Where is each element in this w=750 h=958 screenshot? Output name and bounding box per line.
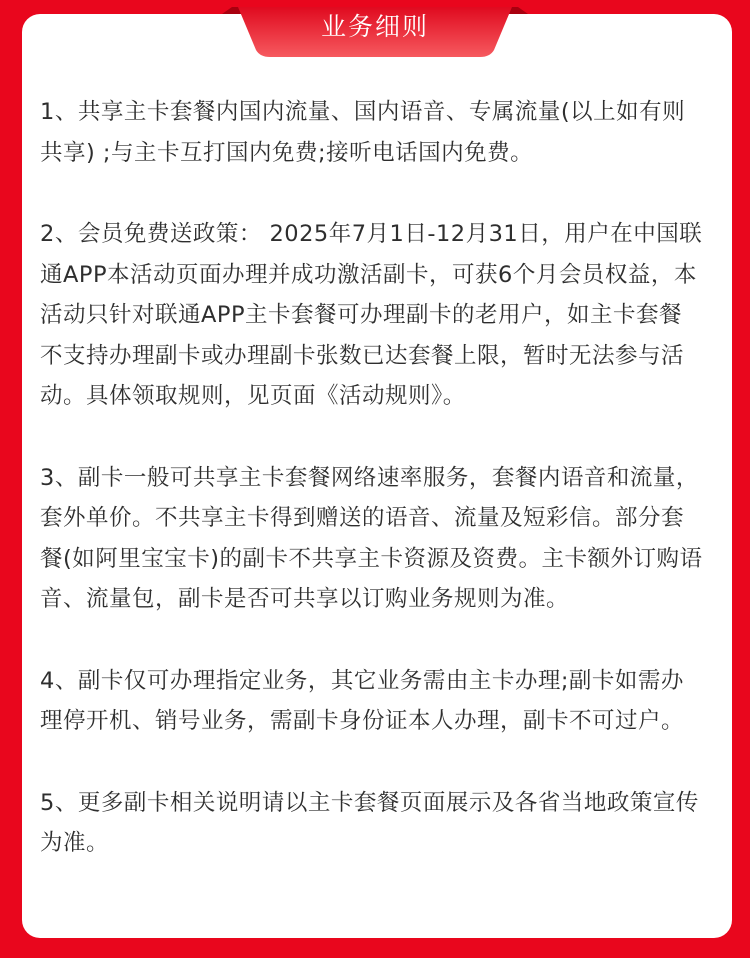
rule-2-line-3: 活动只针对联通APP主卡套餐可办理副卡的老用户，如主卡套餐	[40, 302, 683, 328]
rule-3-line-3: 餐(如阿里宝宝卡)的副卡不共享主卡资源及资费。主卡额外订购语	[40, 545, 703, 572]
rule-1-line-1: 1、共享主卡套餐内国内流量、国内语音、专属流量(以上如有则	[40, 99, 686, 125]
page-title: 业务细则	[320, 12, 429, 41]
rule-3-line-4: 音、流量包，副卡是否可共享以订购业务规则为准。	[40, 586, 570, 612]
rule-2-line-1: 2、会员免费送政策： 2025年7月1日-12月31日，用户在中国联	[40, 221, 703, 247]
rule-item-5	[40, 783, 720, 864]
rule-3-line-1: 3、副卡一般可共享主卡套餐网络速率服务，套餐内语音和流量，	[40, 464, 699, 491]
title-tab	[222, 0, 528, 58]
rule-4-line-1: 4、副卡仅可办理指定业务，其它业务需由主卡办理;副卡如需办	[40, 667, 684, 694]
rule-item-4	[40, 661, 720, 742]
rule-item-2	[40, 214, 720, 417]
rule-1-line-2: 共享) ;与主卡互打国内免费;接听电话国内免费。	[40, 139, 534, 166]
rule-item-1	[40, 92, 720, 173]
rules-list	[40, 92, 720, 905]
rule-2-line-2: 通APP本活动页面办理并成功激活副卡，可获6个月会员权益，本	[40, 261, 697, 288]
rule-3-line-2: 套外单价。不共享主卡得到赠送的语音、流量及短彩信。部分套	[40, 505, 685, 531]
rule-item-3	[40, 458, 720, 620]
rule-4-line-2: 理停开机、销号业务，需副卡身份证本人办理，副卡不可过户。	[40, 708, 685, 734]
rule-2-line-4: 不支持办理副卡或办理副卡张数已达套餐上限，暂时无法参与活	[40, 342, 685, 369]
rule-2-line-5: 动。具体领取规则，见页面《活动规则》。	[40, 383, 466, 409]
rule-5-line-1: 5、更多副卡相关说明请以主卡套餐页面展示及各省当地政策宣传	[40, 789, 699, 816]
rule-5-line-2: 为准。	[40, 830, 110, 856]
